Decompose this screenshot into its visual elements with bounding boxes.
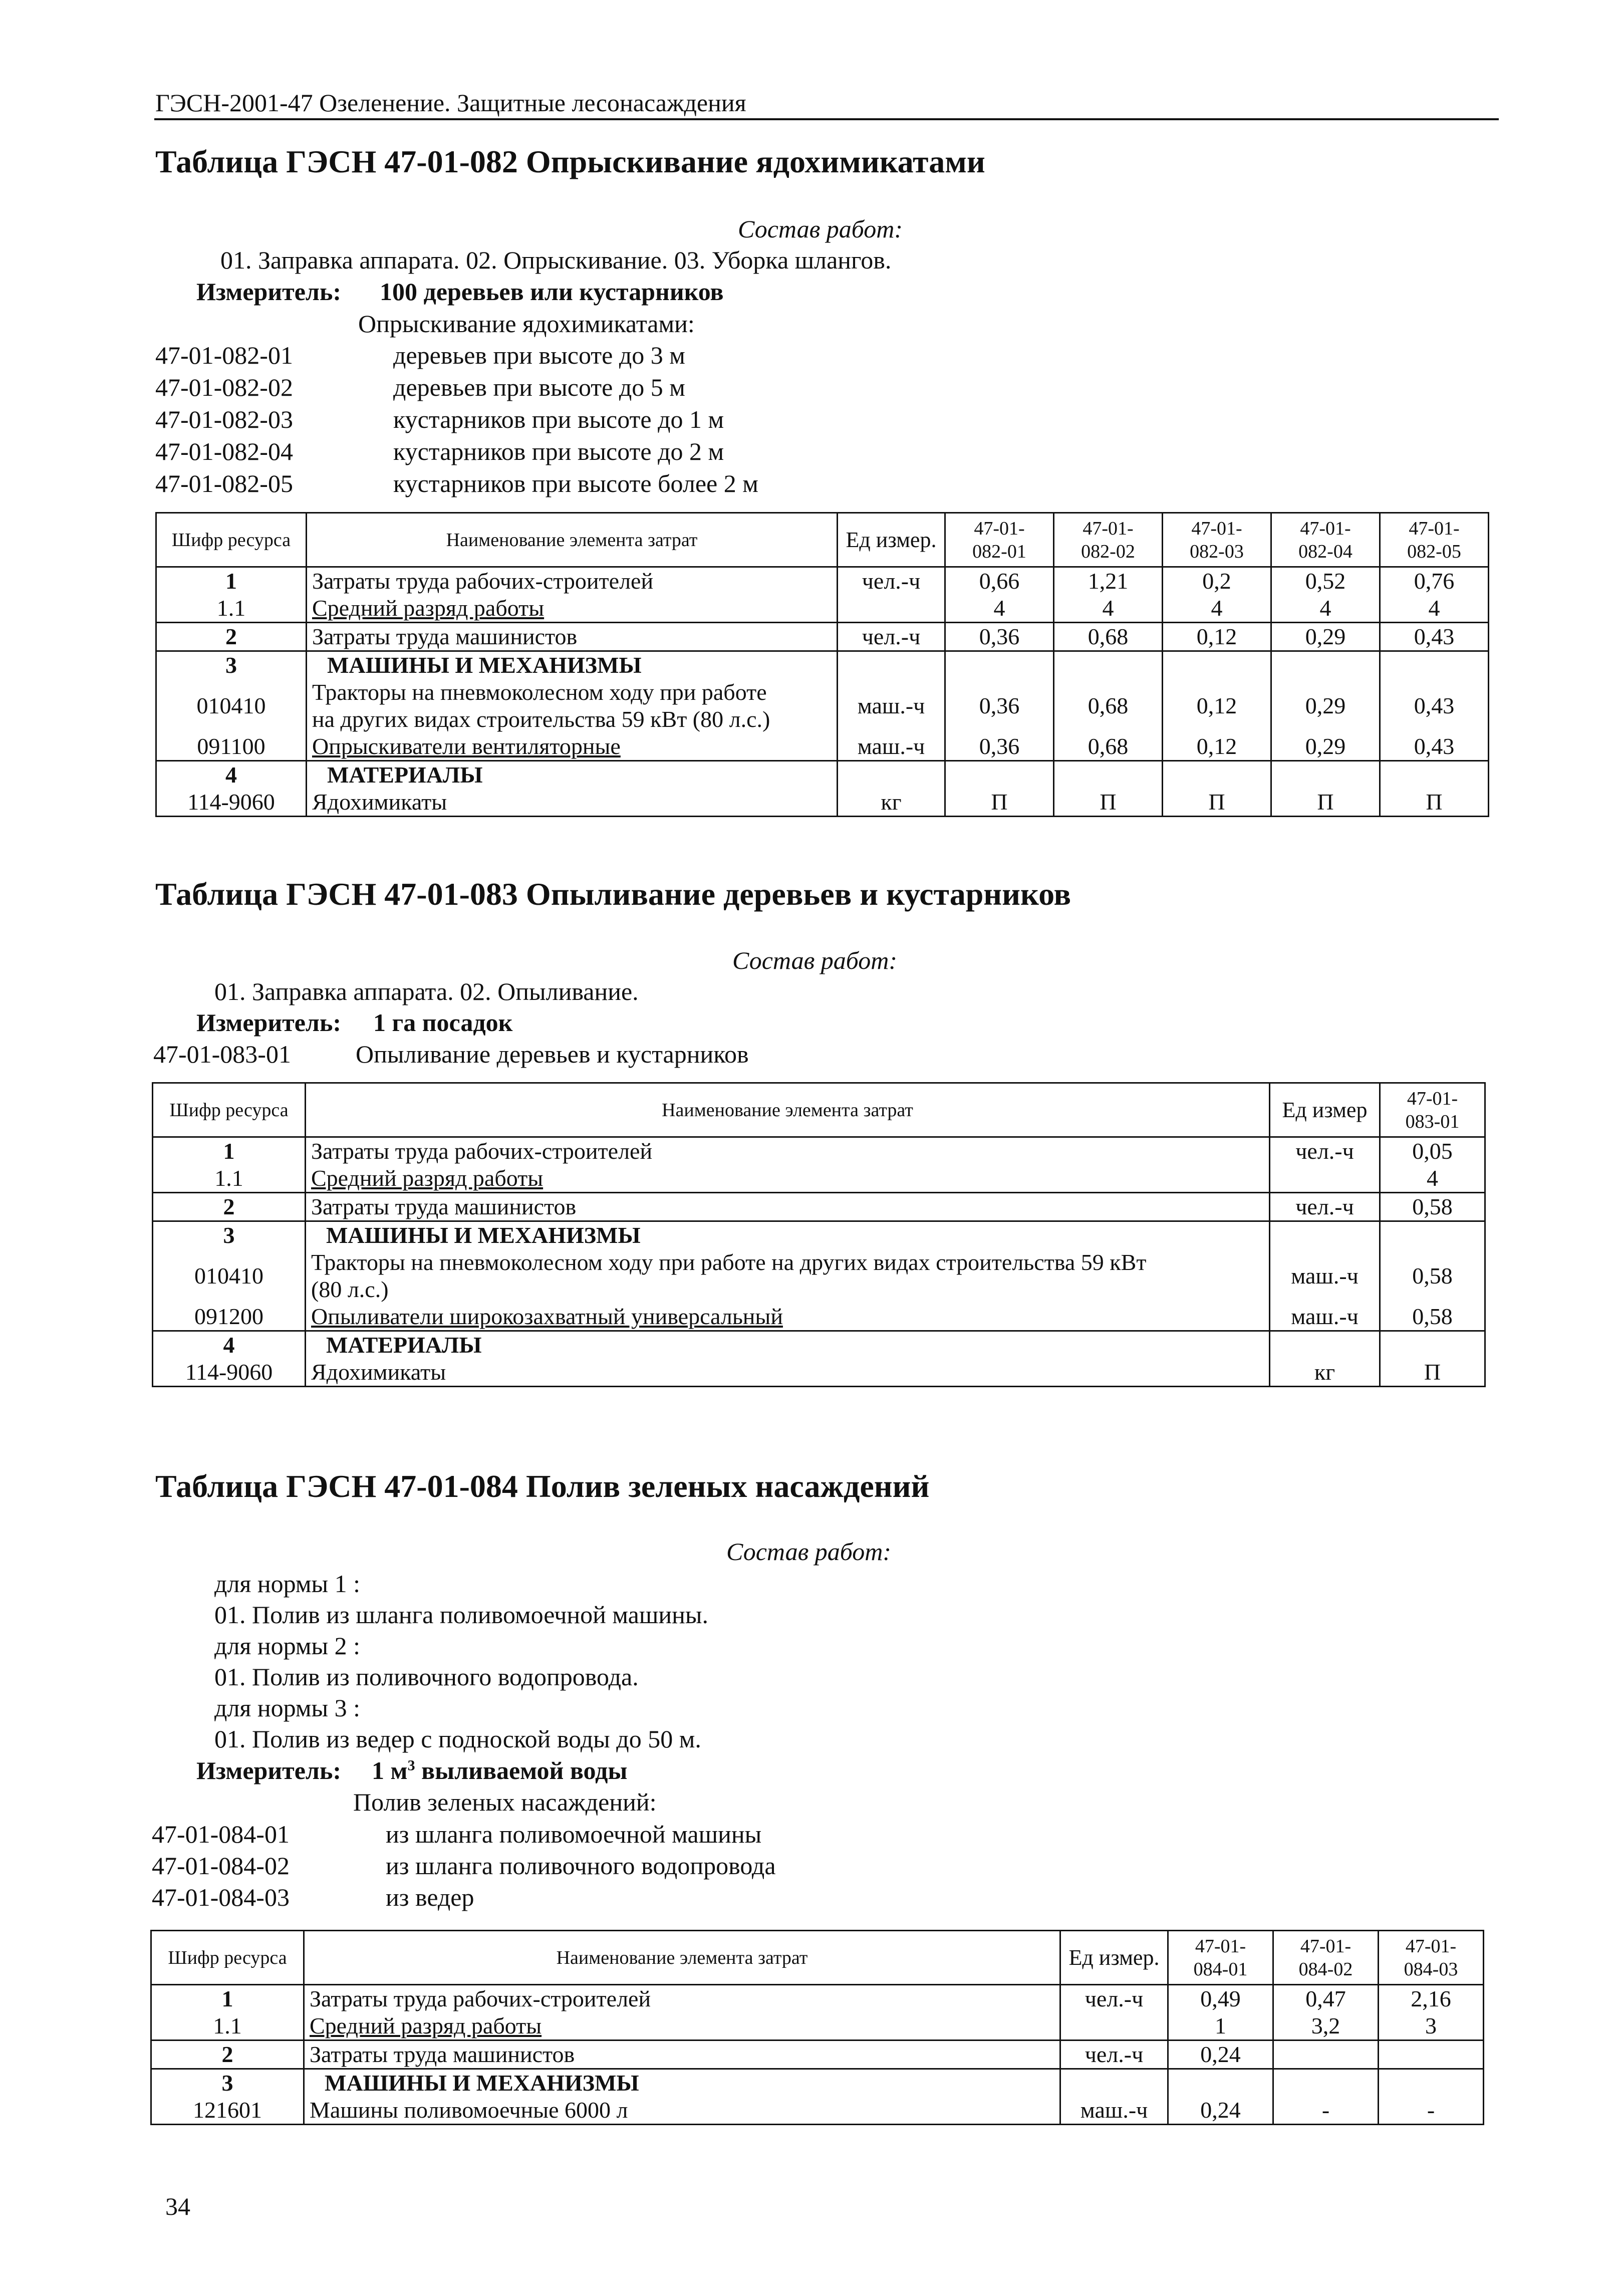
cell-code: 1.1 xyxy=(156,595,307,623)
col-header-unit: Ед измер. xyxy=(1060,1931,1168,1985)
cell-code: 1 xyxy=(151,1985,304,2013)
col-header-code: Шифр ресурса xyxy=(151,1931,304,1985)
cell-value: 4 xyxy=(1380,1165,1485,1193)
norm-code: 47-01-082-05 xyxy=(155,469,293,497)
cell-name: Затраты труда машинистов xyxy=(304,2040,1060,2069)
cell-value: 4 xyxy=(1163,595,1271,623)
cell-name: Затраты труда машинистов xyxy=(307,623,838,651)
cell-name: Затраты труда рабочих-строителей xyxy=(304,1985,1060,2013)
table-row xyxy=(153,1193,1485,1221)
cell-unit: чел.-ч xyxy=(838,567,945,595)
t84-work-line: 01. Полив из поливочного водопровода. xyxy=(214,1663,639,1691)
cell-value: - xyxy=(1379,2097,1484,2125)
t84-work-line: 01. Полив из шланга поливомоечной машины. xyxy=(214,1601,708,1629)
cell-name: Тракторы на пневмоколесном ходу при работе на других видах строительства 59 кВт (80 л.с.) xyxy=(307,679,838,733)
resource-table-082 xyxy=(155,512,1489,817)
cell-code: 121601 xyxy=(151,2097,304,2125)
cell-value: 0,36 xyxy=(945,733,1054,761)
table-row xyxy=(156,789,1489,817)
norm-desc: из шланга поливочного водопровода xyxy=(386,1852,776,1880)
col-header-name: Наименование элемента затрат xyxy=(304,1931,1060,1985)
norm-desc: кустарников при высоте до 2 м xyxy=(393,437,724,465)
table-row xyxy=(156,651,1489,679)
norm-desc: кустарников при высоте более 2 м xyxy=(393,469,758,497)
table-083-title: Таблица ГЭСН 47-01-083 Опыливание деревьев и кустарников xyxy=(155,876,1071,912)
cell-value: 0,43 xyxy=(1380,733,1489,761)
cell-unit: чел.-ч xyxy=(1060,2040,1168,2069)
cell-value: П xyxy=(945,789,1054,817)
table-row xyxy=(156,761,1489,789)
cell-value: 0,49 xyxy=(1168,1985,1273,2013)
cell-value: 0,76 xyxy=(1380,567,1489,595)
cell-code: 2 xyxy=(156,623,307,651)
cell-unit: чел.-ч xyxy=(1060,1985,1168,2013)
table-row xyxy=(153,1331,1485,1359)
cell-value: 0,52 xyxy=(1271,567,1380,595)
cell-code: 1 xyxy=(156,567,307,595)
cell-value: 0,58 xyxy=(1380,1249,1485,1303)
cell-value: 0,24 xyxy=(1168,2040,1273,2069)
cell-value: 0,2 xyxy=(1163,567,1271,595)
cell-unit: маш.-ч xyxy=(1270,1303,1380,1331)
col-header-unit: Ед измер xyxy=(1270,1083,1380,1137)
t82-works: 01. Заправка аппарата. 02. Опрыскивание. 03. Уборка шлангов. xyxy=(220,246,892,274)
cell-unit: кг xyxy=(838,789,945,817)
table-row xyxy=(156,595,1489,623)
cell-value: 0,29 xyxy=(1271,733,1380,761)
cell-name: Затраты труда рабочих-строителей xyxy=(307,567,838,595)
cell-code: 4 xyxy=(156,761,307,789)
cell-value: П xyxy=(1271,789,1380,817)
cell-unit: чел.-ч xyxy=(1270,1193,1380,1221)
cell-code: 4 xyxy=(153,1331,306,1359)
cell-name: Тракторы на пневмоколесном ходу при работе на других видах строительства 59 кВт (80 л.с.) xyxy=(306,1249,1270,1303)
col-header-norm: 47-01- 084-02 xyxy=(1273,1931,1379,1985)
cell-unit: маш.-ч xyxy=(1060,2097,1168,2125)
section-machines: МАШИНЫ И МЕХАНИЗМЫ xyxy=(306,1221,1270,1249)
t84-meter-value: 1 $м^3$ выливаемой воды xyxy=(372,1756,628,1784)
table-row xyxy=(153,1249,1485,1303)
t83-meter-value: 1 га посадок xyxy=(373,1008,513,1037)
table-row xyxy=(153,1359,1485,1387)
cell-value: 0,66 xyxy=(945,567,1054,595)
cell-unit: чел.-ч xyxy=(1270,1137,1380,1165)
cell-value: П xyxy=(1380,789,1489,817)
col-header-norm: 47-01- 082-02 xyxy=(1054,513,1163,567)
t84-work-line: для нормы 2 : xyxy=(214,1632,361,1660)
table-row xyxy=(156,733,1489,761)
norm-desc: Опыливание деревьев и кустарников xyxy=(356,1040,749,1068)
t82-meter-value: 100 деревьев или кустарников xyxy=(380,278,724,306)
norm-code: 47-01-084-02 xyxy=(152,1852,290,1880)
cell-value: 0,36 xyxy=(945,679,1054,733)
cell-value: П xyxy=(1163,789,1271,817)
t84-intro: Полив зеленых насаждений: xyxy=(353,1788,657,1816)
cell-code: 091200 xyxy=(153,1303,306,1331)
cell-unit xyxy=(838,595,945,623)
cell-name: Опыливатели широкозахватный универсальный xyxy=(306,1303,1270,1331)
cell-name: Средний разряд работы xyxy=(304,2012,1060,2040)
cell-unit: кг xyxy=(1270,1359,1380,1387)
t82-sostav-label: Состав работ: xyxy=(738,215,903,243)
cell-code: 2 xyxy=(151,2040,304,2069)
running-header: ГЭСН-2001-47 Озеленение. Защитные лесонасаждения xyxy=(155,89,746,117)
cell-value: 1 xyxy=(1168,2012,1273,2040)
table-row xyxy=(156,567,1489,595)
norm-desc: кустарников при высоте до 1 м xyxy=(393,405,724,433)
cell-value: 0,29 xyxy=(1271,679,1380,733)
cell-name: Ядохимикаты xyxy=(307,789,838,817)
cell-name: Машины поливомоечные 6000 л xyxy=(304,2097,1060,2125)
t83-works: 01. Заправка аппарата. 02. Опыливание. xyxy=(214,977,639,1005)
t82-meter-label: Измеритель: xyxy=(196,278,342,306)
table-row xyxy=(151,2097,1484,2125)
col-header-norm: 47-01- 082-01 xyxy=(945,513,1054,567)
cell-value: 0,43 xyxy=(1380,623,1489,651)
table-082-title: Таблица ГЭСН 47-01-082 Опрыскивание ядохимикатами xyxy=(155,144,985,179)
t83-sostav-label: Состав работ: xyxy=(732,946,898,974)
cell-value: 0,58 xyxy=(1380,1303,1485,1331)
section-materials: МАТЕРИАЛЫ xyxy=(307,761,838,789)
cell-code: 091100 xyxy=(156,733,307,761)
norm-desc: деревьев при высоте до 5 м xyxy=(393,373,685,401)
norm-code: 47-01-082-04 xyxy=(155,437,293,465)
norm-desc: деревьев при высоте до 3 м xyxy=(393,341,685,369)
header-rule xyxy=(154,118,1499,120)
table-row xyxy=(151,2040,1484,2069)
cell-name: Ядохимикаты xyxy=(306,1359,1270,1387)
cell-value: 3,2 xyxy=(1273,2012,1379,2040)
cell-value xyxy=(1273,2040,1379,2069)
cell-value: 2,16 xyxy=(1379,1985,1484,2013)
cell-code: 1.1 xyxy=(153,1165,306,1193)
cell-code: 1.1 xyxy=(151,2012,304,2040)
col-header-norm: 47-01- 082-03 xyxy=(1163,513,1271,567)
cell-value: 0,05 xyxy=(1380,1137,1485,1165)
col-header-norm: 47-01- 084-03 xyxy=(1379,1931,1484,1985)
cell-value: 0,12 xyxy=(1163,733,1271,761)
cell-value: 0,24 xyxy=(1168,2097,1273,2125)
cell-code: 3 xyxy=(156,651,307,679)
norm-code: 47-01-084-03 xyxy=(152,1883,290,1911)
cell-name: Средний разряд работы xyxy=(307,595,838,623)
cell-name: Опрыскиватели вентиляторные xyxy=(307,733,838,761)
t84-work-line: для нормы 3 : xyxy=(214,1694,361,1722)
page-number: 34 xyxy=(165,2192,190,2220)
cell-value: П xyxy=(1054,789,1163,817)
cell-value: 0,29 xyxy=(1271,623,1380,651)
cell-value: П xyxy=(1380,1359,1485,1387)
section-materials: МАТЕРИАЛЫ xyxy=(306,1331,1270,1359)
table-row xyxy=(153,1303,1485,1331)
section-machines: МАШИНЫ И МЕХАНИЗМЫ xyxy=(307,651,838,679)
cell-code: 3 xyxy=(153,1221,306,1249)
cell-unit: маш.-ч xyxy=(1270,1249,1380,1303)
cell-value xyxy=(1379,2040,1484,2069)
cell-unit: маш.-ч xyxy=(838,679,945,733)
col-header-code: Шифр ресурса xyxy=(156,513,307,567)
t83-meter-label: Измеритель: xyxy=(196,1008,342,1037)
cell-unit: маш.-ч xyxy=(838,733,945,761)
col-header-unit: Ед измер. xyxy=(838,513,945,567)
table-row xyxy=(156,623,1489,651)
cell-unit xyxy=(1270,1165,1380,1193)
cell-value: - xyxy=(1273,2097,1379,2125)
col-header-norm: 47-01- 083-01 xyxy=(1380,1083,1485,1137)
table-row xyxy=(151,2069,1484,2097)
col-header-code: Шифр ресурса xyxy=(153,1083,306,1137)
cell-value: 0,12 xyxy=(1163,679,1271,733)
t84-work-line: для нормы 1 : xyxy=(214,1570,361,1598)
cell-value: 0,68 xyxy=(1054,623,1163,651)
table-row xyxy=(151,2012,1484,2040)
cell-value: 4 xyxy=(1380,595,1489,623)
cell-unit xyxy=(1060,2012,1168,2040)
cell-name: Затраты труда машинистов xyxy=(306,1193,1270,1221)
table-row xyxy=(156,679,1489,733)
norm-desc: из шланга поливомоечной машины xyxy=(386,1820,762,1848)
col-header-norm: 47-01- 082-04 xyxy=(1271,513,1380,567)
cell-code: 010410 xyxy=(156,679,307,733)
table-row xyxy=(153,1137,1485,1165)
cell-unit: чел.-ч xyxy=(838,623,945,651)
cell-code: 1 xyxy=(153,1137,306,1165)
cell-value: 0,58 xyxy=(1380,1193,1485,1221)
cell-value: 1,21 xyxy=(1054,567,1163,595)
section-machines: МАШИНЫ И МЕХАНИЗМЫ xyxy=(304,2069,1060,2097)
resource-table-083 xyxy=(152,1082,1486,1387)
col-header-name: Наименование элемента затрат xyxy=(307,513,838,567)
norm-code: 47-01-082-02 xyxy=(155,373,293,401)
cell-value: 4 xyxy=(1054,595,1163,623)
cell-code: 114-9060 xyxy=(153,1359,306,1387)
cell-value: 0,43 xyxy=(1380,679,1489,733)
cell-name: Средний разряд работы xyxy=(306,1165,1270,1193)
resource-table-084 xyxy=(150,1930,1484,2125)
cell-value: 3 xyxy=(1379,2012,1484,2040)
table-row xyxy=(153,1221,1485,1249)
t82-intro: Опрыскивание ядохимикатами: xyxy=(358,310,695,338)
norm-code: 47-01-082-03 xyxy=(155,405,293,433)
cell-code: 2 xyxy=(153,1193,306,1221)
col-header-norm: 47-01- 084-01 xyxy=(1168,1931,1273,1985)
cell-value: 0,12 xyxy=(1163,623,1271,651)
norm-code: 47-01-083-01 xyxy=(153,1040,291,1068)
t84-meter-label: Измеритель: xyxy=(196,1756,342,1784)
col-header-norm: 47-01- 082-05 xyxy=(1380,513,1489,567)
cell-code: 3 xyxy=(151,2069,304,2097)
cell-value: 0,68 xyxy=(1054,733,1163,761)
table-row xyxy=(151,1985,1484,2013)
norm-code: 47-01-084-01 xyxy=(152,1820,290,1848)
t84-work-line: 01. Полив из ведер с подноской воды до 50 м. xyxy=(214,1725,701,1753)
cell-value: 4 xyxy=(1271,595,1380,623)
cell-value: 0,68 xyxy=(1054,679,1163,733)
cell-value: 0,47 xyxy=(1273,1985,1379,2013)
norm-code: 47-01-082-01 xyxy=(155,341,293,369)
cell-name: Затраты труда рабочих-строителей xyxy=(306,1137,1270,1165)
norm-desc: из ведер xyxy=(386,1883,474,1911)
cell-value: 0,36 xyxy=(945,623,1054,651)
cell-code: 114-9060 xyxy=(156,789,307,817)
cell-code: 010410 xyxy=(153,1249,306,1303)
t84-sostav-label: Состав работ: xyxy=(726,1538,892,1566)
col-header-name: Наименование элемента затрат xyxy=(306,1083,1270,1137)
table-084-title: Таблица ГЭСН 47-01-084 Полив зеленых насаждений xyxy=(155,1468,930,1504)
table-row xyxy=(153,1165,1485,1193)
cell-value: 4 xyxy=(945,595,1054,623)
